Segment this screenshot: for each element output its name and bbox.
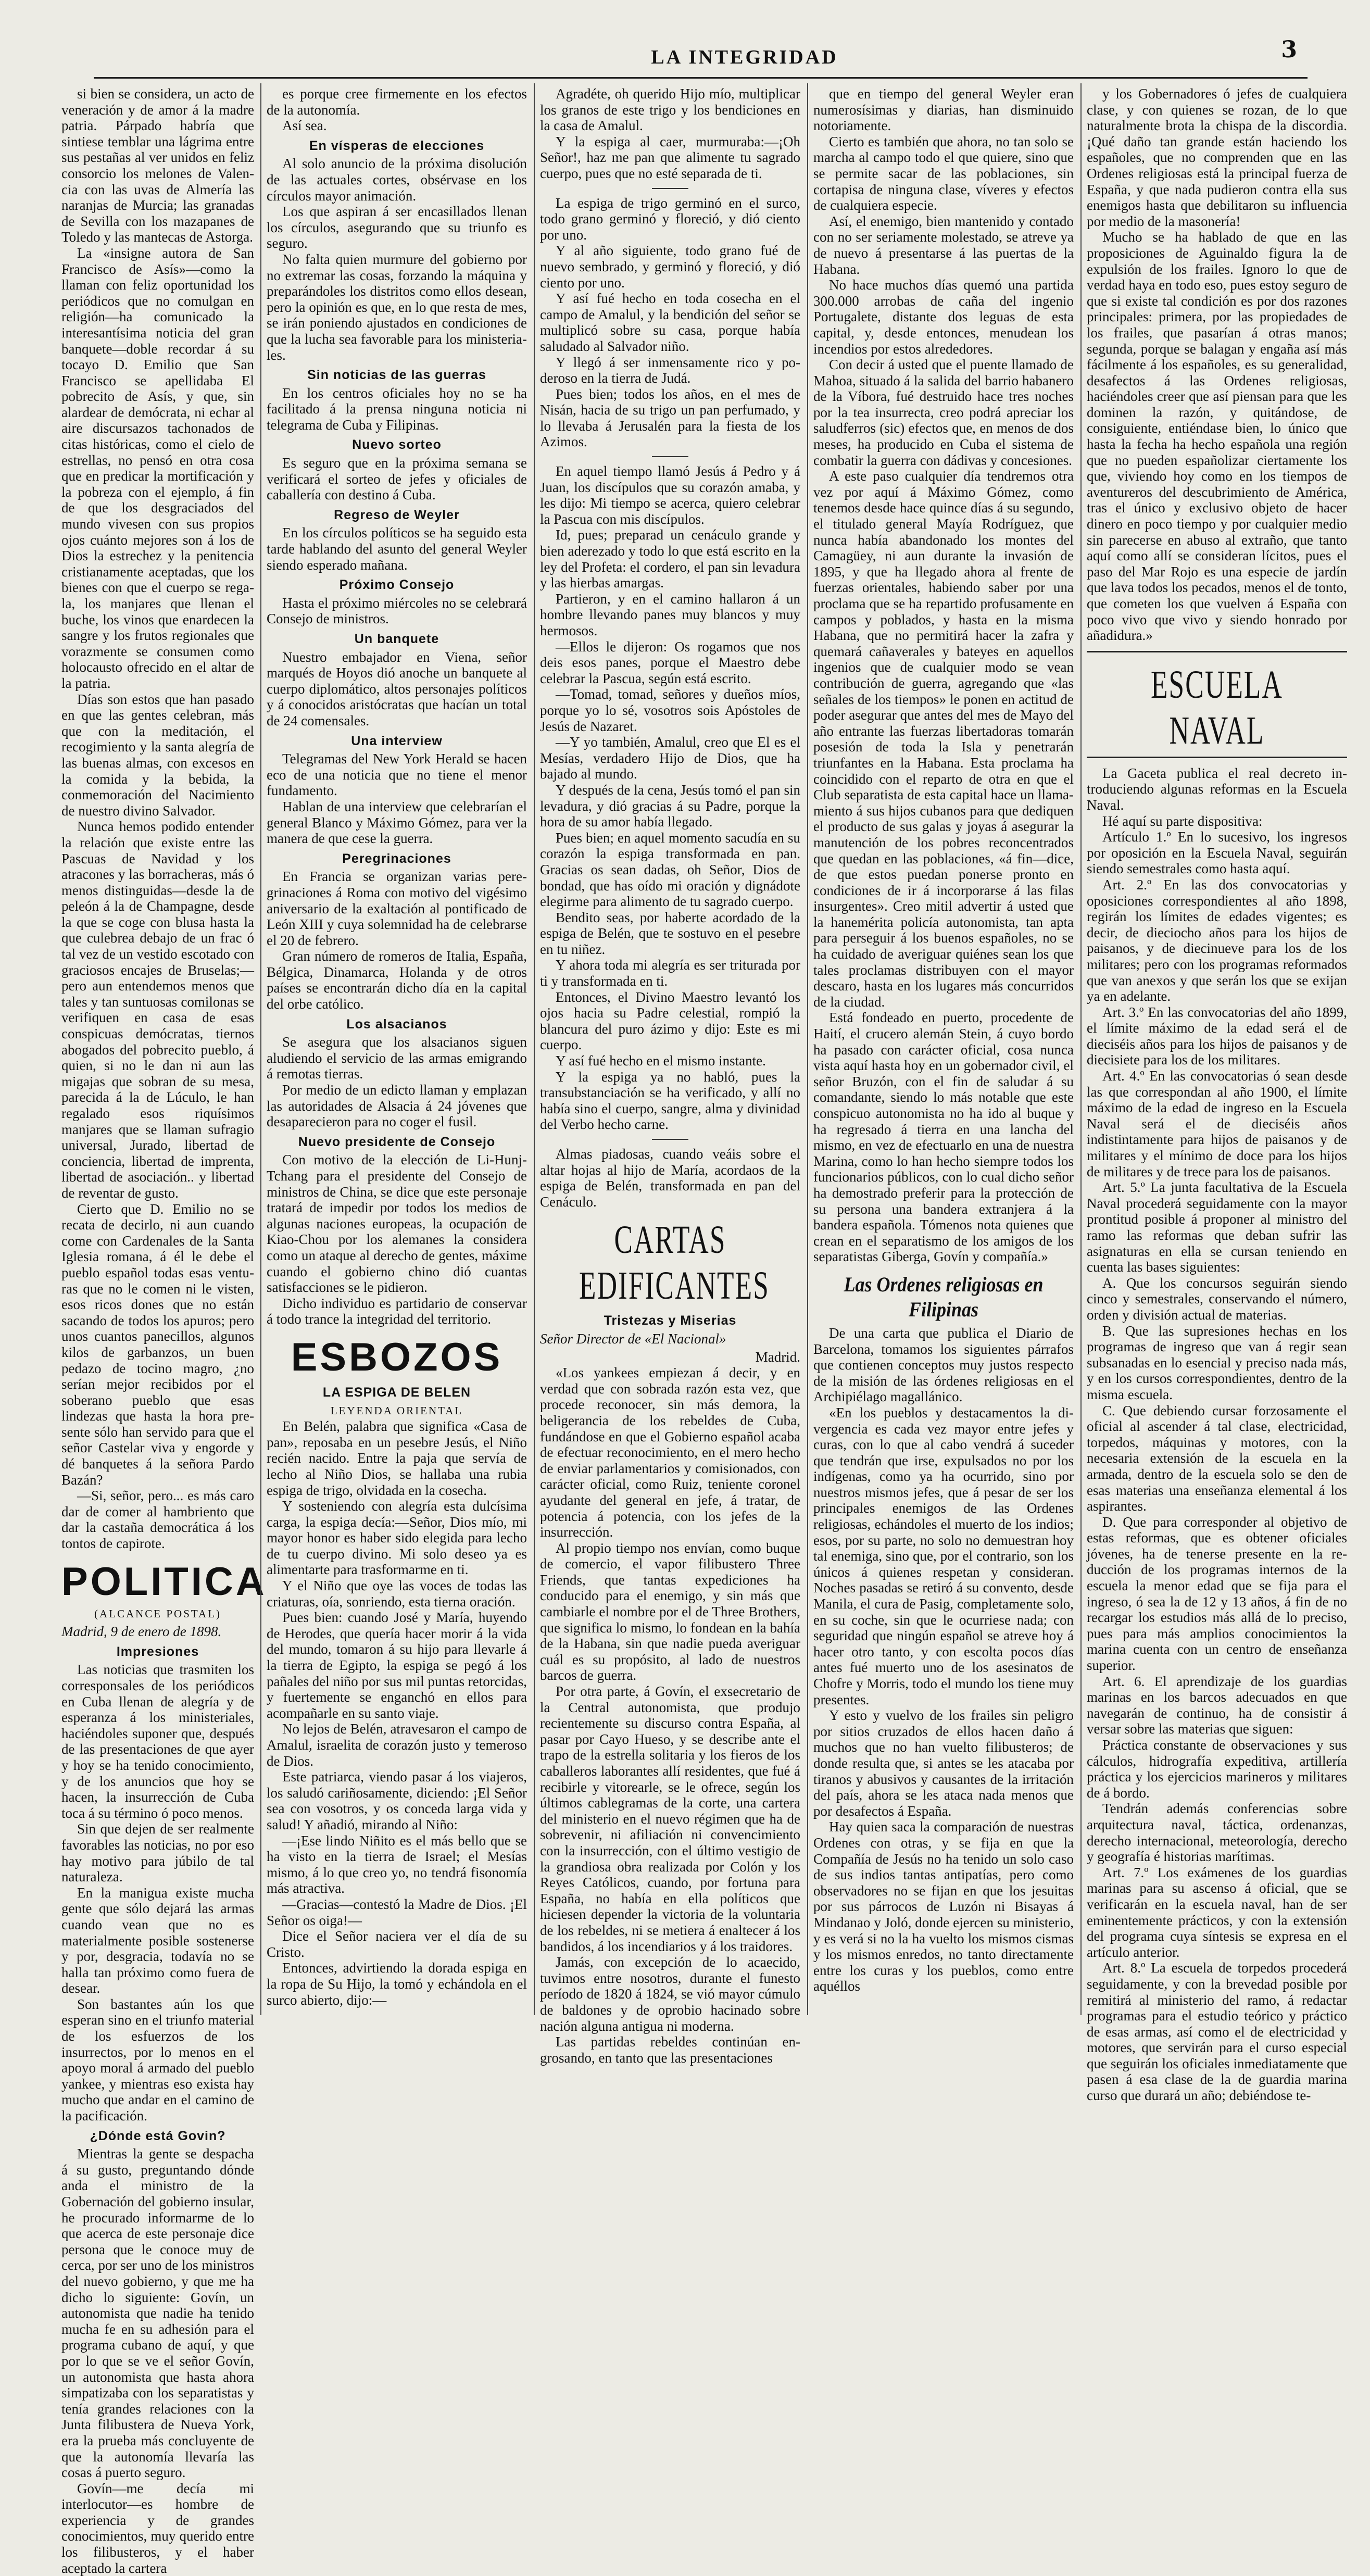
section-title: ESCUELA NAVAL [1150, 662, 1284, 752]
section-heading: Tristezas y Miserias [604, 1313, 737, 1328]
dateline: Madrid. [755, 1349, 800, 1365]
article-paragraph: Y la espiga ya no habló, pues la transubstanciación se ha verificado, y allí no había sino el cuerpo, sangre, alma y divinidad del Verbo hecho carne. [540, 1069, 800, 1133]
article-paragraph: Y así fué hecho en el mismo instante. [556, 1053, 766, 1069]
article-paragraph: Art. 6. El aprendizaje de los guardias marinas en los barcos adecuados en que navegarán de continuo, ha de consistir á versar sobre las materias que siguen: [1087, 1673, 1347, 1737]
section-heading: Nuevo sorteo [352, 437, 442, 453]
section-heading: Los alsacianos [346, 1016, 447, 1032]
section-heading: LA ESPIGA DE BELEN [322, 1385, 471, 1400]
article-paragraph: A este paso cualquier día tendremos otra vez por aquí á Máximo Gómez, como tenemos desde hace quince días á su segundo, el titulado general Mayía Rodríguez, que nunca había abandonado los montes del Camagüey, ni aun durante la invasión de 1895, y que ha llegado ahora al frente de fuerzas orientales, habiendo saber por una proclama que se ha repartido profusamente en campos y poblados, y hasta en la misma Habana, que no permitirá hacer la zafra y quemará cañaverales y bateyes en aquellos ingenios que de cualquier modo se vean contribución de guerra, agregando que «las señales de los tiempos» le ponen en actitud de poder asegurar que antes del mes de Mayo del año entrante las fuerzas libertadoras tomarán posesión de toda la Isla y penetrarán triunfantes en la Habana. Esta proclama ha coincidido con el reparto de otra en que el Club separatista de esta capital hace un llamamiento á sus hijos cubanos para que dediquen el producto de sus galas y joyas á asegurar la manutención de los pobres reconcentrados que quedan en las poblaciones, «á fin—dice, de que estos puedan ponerse pronto en condiciones de ir á incorporarse á las filas insurgentes». Creo mitil advertir á usted que la hanemérita policía autonomista, tan apta para perseguir á los buenos españoles, no se ha cuidado de averiguar quiénes sean los que tales proclamas distribuyen con el mayor descaro, hasta en los lugares más concurridos de la ciudad. [813, 468, 1074, 1010]
article-paragraph: Pues bien; en aquel momento sacudía en su corazón la espiga transformada en pan. Gracias os sean dadas, oh Señor, Dios de bondad, que has oído mi oración y dignádote elegirme para alimento de tu sagrado cuerpo. [540, 830, 800, 910]
article-paragraph: Pues bien; todos los años, en el mes de Nisán, hacia de su trigo un pan perfumado, y lo llevaba á Jerusalén para la fiesta de los Azimos. [540, 386, 800, 450]
dateline: Madrid, 9 de enero de 1898. [61, 1624, 222, 1640]
article-paragraph: Práctica constante de observaciones y sus cálculos, hidrografía expeditiva, artillería práctica y los ejercicios marineros y militares de á bordo. [1087, 1737, 1347, 1801]
article-paragraph: que en tiempo del general Weyler eran numerosísimas y diarias, han disminuido notoriamente. [813, 86, 1074, 134]
article-paragraph: No falta quien murmure del gobierno por no extremar las cosas, forzando la máquina y preparándoles los distritos como ellos desean, pero la opinión es que, en lo que resta de mes, se irán poniendo ajustados en condiciones de que la lucha sea favorable para los ministeriales. [267, 251, 527, 363]
article-paragraph: Así sea. [282, 118, 327, 134]
article-paragraph: Los que aspiran á ser encasillados llenan los círculos, asegurando que su triunfo es seguro. [267, 204, 527, 252]
separator-rule [652, 456, 688, 457]
masthead-rule [94, 77, 1308, 79]
article-paragraph: Al solo anuncio de la próxima disolución de las actuales cortes, obsérvase en los círculos mayor animación. [267, 156, 527, 204]
column-divider [260, 83, 261, 2015]
section-title: ESBOZOS [291, 1335, 503, 1379]
article-paragraph: Art. 8.º La escuela de torpedos procederá seguidamente, y con la brevedad posible por remitirá al ministerio del ramo, á redactar programas para el estudio teórico y práctico de esas armas, así como el de electricidad y motores, que servirán para el curso especial que seguirán los oficiales inmediatamente que pasen á esa clase de la de guardia marina curso que durará un año; debiéndose te- [1087, 1960, 1347, 2104]
article-paragraph: Art. 4.º En las convocatorias ó sean desde las que correspondan al año 1900, el límite máximo de la edad de ingreso en la Escuela Naval será el de dieciséis años indistintamente para hijos de paisanos y de militares y el mínimo de doce para los hijos de militares y de trece para los de paisanos. [1087, 1068, 1347, 1179]
article-paragraph: Art. 5.º La junta facultativa de la Escuela Naval procederá seguidamente con la mayor prontitud posible á proponer al ministro del ramo las reformas que deban sufrir las asignaturas en ella se cursan teniendo en cuenta las bases siguientes: [1087, 1179, 1347, 1275]
article-paragraph: Y sosteniendo con alegría esta dulcísima carga, la espiga decía:—Señor, Dios mío, mi mayor honor es haber sido elegida para lecho de tu cuerpo divino. Mi solo deseo ya es alimentarte para trasformarme en ti. [267, 1498, 527, 1578]
column-3 [540, 86, 800, 2066]
article-paragraph: Se asegura que los alsacianos siguen aludiendo el servicio de las armas emigrando á remotas tierras. [267, 1034, 527, 1082]
article-paragraph: No lejos de Belén, atravesaron el campo de Amalul, israelita de corazón justo y temeroso de Dios. [267, 1721, 527, 1769]
article-paragraph: No hace muchos días quemó una partida 300.000 arrobas de caña del ingenio Portugalete, distante dos leguas de esta capital, y, desde entonces, menudean los incendios por estos alrededores. [813, 277, 1074, 357]
article-paragraph: Dice el Señor naciera ver el día de su Cristo. [267, 1928, 527, 1960]
article-paragraph: En aquel tiempo llamó Jesús á Pedro y á Juan, los discípulos que su corazón amaba, y les dijo: Mi tiempo se acerca, quiero celebrar la Pascua con mis discípulos. [540, 463, 800, 527]
article-paragraph: A. Que los concursos seguirán siendo cinco y semestrales, conservando el número, orden y división actual de materias. [1087, 1275, 1347, 1323]
article-paragraph: Nunca hemos podido entender la relación que existe entre las Pascuas de Navidad y los atracones y las borracheras, más ó menos distinguidas—desde la de peleón á la de Champagne, desde la que se coge con blusa hasta la que culebrea debajo de un frac ó tal vez de un vestido escotado con graciosos encajes de Bruselas;—pero aun entendemos menos que tales y tan suntuosas comilonas se verifiquen en casa de esas conspicuas demócratas, tiernos abogados del pobrecito pueblo, á quien, si no le dan ni aun las migajas que sobran de su mesa, parecida á la de Lúculo, le han regalado esos riquísimos manjares que se llaman sufragio universal, Jurado, libertad de conciencia, libertad de imprenta, libertad de asociación.. y libertad de reventar de gusto. [61, 819, 254, 1201]
article-paragraph: Sin que dejen de ser realmente favorables las noticias, no por eso hay motivo para júbilo de tal naturaleza. [61, 1821, 254, 1885]
article-paragraph: Gran número de romeros de Italia, España, Bélgica, Dinamarca, Holanda y de otros países se encontrarán dicho día en la capital del orbe católico. [267, 948, 527, 1012]
section-heading: Impresiones [116, 1644, 199, 1659]
column-divider [1080, 83, 1082, 2015]
article-paragraph: Está fondeado en puerto, procedente de Haití, el crucero alemán Stein, á cuyo bordo ha pasado con carácter oficial, cosa nunca vista aquí hasta hoy en un gobernador civil, el señor Bruzón, con el fin de saludar á su comandante, siendo lo más notable que este conspicuo autonomista no ha ido al buque y ha regresado á tierra en una lancha del mismo, en vez de efectuarlo en una de nuestra Marina, como lo han hecho siempre todos los funcionarios públicos, con lo cual dicho señor ha demostrado preferir para la protección de su persona una bandera extranjera á la bandera española. Tómenos nota quienes que crean en el separatismo de los amigos de los separatistas Giberga, Govín y compañía.» [813, 1010, 1074, 1265]
column-1 [61, 86, 267, 2576]
article-paragraph: Cierto es también que ahora, no tan solo se marcha al campo todo el que quiere, sino que se permite sacar de las poblaciones, sin cortapisa de ninguna clase, víveres y efectos de cualquiera especie. [813, 133, 1074, 213]
separator-rule [652, 188, 688, 189]
article-paragraph: Nuestro embajador en Viena, señor marqués de Hoyos dió anoche un banquete al cuerpo diplomático, altos personajes políticos y á conocidos aristócratas que hacían un total de 24 comensales. [267, 649, 527, 728]
article-paragraph: Govín—me decía mi interlocutor—es hombre de experiencia y de grandes conocimientos, muy querido entre los filibusteros, y el haber aceptado la cartera [61, 2480, 254, 2576]
article-paragraph: Al propio tiempo nos envían, como buque de comercio, el vapor filibustero Three Friends, que tantas expediciones ha conducido para el enemigo, y sin más que cambiarle el nombre por el de Three Brothers, que significa lo mismo, lo fondean en la bahía de la Habana, sin que nadie pueda averiguar cuál es su propósito, al lado de nuestros barcos de guerra. [540, 1540, 800, 1683]
column-5 [1087, 86, 1347, 2104]
article-paragraph: Y esto y vuelvo de los frailes sin peligro por sitios cruzados de ellos hacen daño á muchos que no han vuelto filibusteros; de donde resulta que, si antes se les atacaba por tiranos y abusivos y causantes de la irritación del país, ahora se les ataca nada menos que por desafectos á España. [813, 1707, 1074, 1819]
article-paragraph: En Francia se organizan varias peregrinaciones á Roma con motivo del vigésimo aniversario de la exaltación al pontificado de León XIII y cuya solemnidad ha de celebrarse el 20 de febrero. [267, 869, 527, 948]
section-heading: Una interview [351, 733, 443, 748]
article-paragraph: Entonces, el Divino Maestro levantó los ojos hacia su Padre celestial, rompió la blancura del puro ázimo y dijo: Este es mi cuerpo. [540, 989, 800, 1053]
article-headline: Las Ordenes religiosas en Filipinas [844, 1272, 1044, 1321]
article-paragraph: Id, pues; preparad un cenáculo grande y bien aderezado y todo lo que está escrito en la ley del Profeta: el cordero, el pan sin levadura y las hierbas amargas. [540, 527, 800, 591]
article-paragraph: En la manigua existe mucha gente que sólo dejará las armas cuando vean que no es materialmente posible sostenerse y por, desgracia, todavía no se halla tan próximo como fuera de desear. [61, 1884, 254, 1996]
column-divider [807, 83, 808, 2015]
article-paragraph: Hablan de una interview que celebrarían el general Blanco y Máximo Gómez, para ver la manera de que cese la guerra. [267, 798, 527, 847]
section-heading: ¿Dónde está Govin? [90, 2128, 226, 2143]
article-paragraph: Las partidas rebeldes continúan engrosando, en tanto que las presentaciones [540, 2034, 800, 2066]
article-paragraph: Son bastantes aún los que esperan sino en el triunfo material de los esfuerzos de los insurrectos, por lo menos en el apoyo moral á armado del pueblo yankee, y mientras eso exista hay mucho que andar en el camino de la pacificación. [61, 1996, 254, 2124]
section-subtitle: LEYENDA ORIENTAL [330, 1404, 463, 1417]
article-paragraph: «En los pueblos y destacamentos la divergencia es cada vez mayor entre jefes y curas, con lo que al cabo vendrá á suceder que tendrán que irse, expulsados no por los indígenas, como ya ha ocurrido, sino por nuestros mismos jefes, que á pesar de ser los principales enemigos de las Ordenes religiosas, echándoles el muerto de los indios; esos, por su parte, no solo no demuestran hoy tal enemiga, sino que, por el contrario, son los únicos á quienes respetan y consideran. Noches pasadas se retiró á su convento, desde Manila, el cura de Pasig, completamente solo, en su coche, sin que le ocurriese nada; con seguridad que ningún español se atreve hoy á hacer otro tanto, y con escolta pocos días antes fué muerto uno de los asesinatos de Chofre y Morris, todo el mundo los tiene muy presentes. [813, 1404, 1074, 1707]
article-paragraph: —Y yo también, Amalul, creo que El es el Mesías, verdadero Hijo de Dios, que ha bajado al mundo. [540, 734, 800, 782]
article-paragraph: Y llegó á ser inmensamente rico y poderoso en la tierra de Judá. [540, 354, 800, 386]
article-paragraph: Partieron, y en el camino hallaron á un hombre llevando panes muy blancos y muy hermosos. [540, 590, 800, 638]
article-paragraph: La espiga de trigo germinó en el surco, todo grano germinó y floreció, y dió ciento por uno. [540, 195, 800, 243]
article-paragraph: Y ahora toda mi alegría es ser triturada por ti y transformada en ti. [540, 957, 800, 989]
masthead [0, 0, 1370, 78]
article-paragraph: Agradéte, oh querido Hijo mío, multiplicar los granos de este trigo y los bendiciones en la casa de Amalul. [540, 86, 800, 134]
article-paragraph: Días son estos que han pasado en que las gentes celebran, más que con la meditación, el recogimiento y la santa alegría de las buenas almas, con excesos en la comida y la bebida, la conmemoración del Nacimiento de nuestro divino Salvador. [61, 691, 254, 819]
section-subtitle: (ALCANCE POSTAL) [94, 1607, 222, 1620]
section-heading: Peregrinaciones [342, 851, 451, 866]
page-number: 3 [1281, 36, 1297, 63]
article-paragraph: Las noticias que trasmiten los corresponsales de los periódicos en Cuba llenan de alegría y de esperanza á los ministeriales, haciéndoles suponer que, después de las presentaciones de que ayer y hoy se ha tenido conocimiento, y de los anuncios que hoy se hacen, la insurrección de Cuba toca á su término ó poco menos. [61, 1662, 254, 1821]
article-paragraph: Bendito seas, por haberte acordado de la espiga de Belén, que te sostuvo en el pesebre en tu niñez. [540, 909, 800, 957]
article-paragraph: B. Que las supresiones hechas en los programas de ingreso que van á regir sean subsanadas en lo esencial y preciso nada más, y en los cursos correspondientes, dentro de la misma escuela. [1087, 1323, 1347, 1402]
article-paragraph: Así, el enemigo, bien mantenido y contado con no ser seriamente molestado, se atreve ya de nuevo á presentarse á las puertas de la Habana. [813, 213, 1074, 277]
article-paragraph: Artículo 1.º En lo sucesivo, los ingresos por oposición en la Escuela Naval, seguirán siendo semestrales como hasta aquí. [1087, 829, 1347, 877]
article-paragraph: Cierto que D. Emilio no se recata de decirlo, ni aun cuando come con Cardenales de la Santa Iglesia romana, á él le debe el pueblo español todas esas venturas que no le comen ni le visten, esos ricos dones que no están sacando de todos los apuros; pero unos cuantos panecillos, algunos kilos de garbanzos, un buen pedazo de tocino magro, ¿no serían mejor recibidos por el soberano pueblo que esas lindezas que hasta la hora presente sólo han servido para que el señor Castelar viva y engorde y dé banquetes á la señora Pardo Bazán? [61, 1201, 254, 1488]
article-paragraph: Y así fué hecho en toda cosecha en el campo de Amalul, y la bendición del señor se multiplicó sobre su casa, porque había saludado al Salvador niño. [540, 291, 800, 354]
article-paragraph: Art. 2.º En las dos convocatorias y oposiciones correspondientes al año 1898, regirán los límites de edades vigentes; es decir, de dieciocho años para los hijos de paisanos, y de diecinueve para los de los militares; pero con los programas reformados que van anexos y que serán los que se exijan ya en adelante. [1087, 876, 1347, 1004]
article-paragraph: Mientras la gente se despacha á su gusto, preguntando dónde anda el ministro de la Gobernación del gobierno insular, he procurado informarme de lo que acerca de este personaje dice persona que le conoce muy de cerca, por ser uno de los ministros del nuevo gobierno, y que me ha dicho lo siguiente: Govín, un autonomista que nadie ha tenido mucha fe en su adhesión para el programa cubano de aquí, y que por lo que se ve el señor Govín, un autonomista que hasta ahora simpatizaba con los separatistas y tenía grandes relaciones con la Junta filibustera de Nueva York, era la prueba más concluyente de que la autonomía llevaría las cosas á puerto seguro. [61, 2146, 254, 2481]
article-paragraph: De una carta que publica el Diario de Barcelona, tomamos los siguientes párrafos que contienen conceptos muy justos respecto de la misión de las órdenes religiosas en el Archipiélago magallánico. [813, 1325, 1074, 1405]
separator-rule [652, 1139, 688, 1140]
article-paragraph: Con motivo de la elección de Li-HunjTchang para el presidente del Consejo de ministros de China, se dice que este personaje tratará de impedir por todos los medios de algunas naciones europeas, la ocupación de Kiao-Chou por los alemanes la considera como un ataque al derecho de gentes, máxime cuando el gobierno chino dió cuantas satisfacciones se le pidieron. [267, 1152, 527, 1296]
article-paragraph: Por otra parte, á Govín, el exsecretario de la Central autonomista, que produjo recientemente su discurso contra España, al pasar por Cayo Hueso, y se describe ante el trapo de la estrella solitaria y los fieros de los caballeros laborantes allí residentes, que fué á recibirle y vitorearle, se le ofrece, según los últimos cablegramas de la corte, una cartera del ministerio en el nuevo régimen que ha de sobrevenir, ni afiliación ni convencimiento con la insurrección, con el último vestigio de la grandiosa obra realizada por Colón y los Reyes Católicos, cuando, por fortuna para España, no había en ella políticos que hiciesen depender la victoria de la voluntaria de los rebeldes, ni se metiera á enaltecer á los bandidos, á los incendiarios y á los traidores. [540, 1683, 800, 1954]
article-paragraph: La Gaceta publica el real decreto introduciendo algunas reformas en la Escuela Naval. [1087, 765, 1347, 813]
article-paragraph: En los centros oficiales hoy no se ha facilitado á la prensa ninguna noticia ni telegrama de Cuba y Filipinas. [267, 385, 527, 433]
article-paragraph: —Gracias—contestó la Madre de Dios. ¡El Señor os oiga!— [267, 1896, 527, 1928]
section-title: POLITICA [61, 1559, 267, 1604]
article-paragraph: Y el Niño que oye las voces de todas las criaturas, oía, sonriendo, esta tierna oración. [267, 1578, 527, 1610]
article-paragraph: —Ellos le dijeron: Os rogamos que nos deis esos panes, porque el Maestro debe celebrar la Pascua, según está escrito. [540, 638, 800, 686]
article-paragraph: y los Gobernadores ó jefes de cualquiera clase, y con quienes se rozan, de lo que naturalmente brota la chispa de la discordia. ¡Qué daño tan grande están haciendo los españoles, que no comprenden que en las Ordenes religiosas está la principal fuerza de España, y que nada pudieron contra ella sus enemigos hasta que debilitaron su influencia por medio de la masonería! [1087, 86, 1347, 229]
section-heading: En vísperas de elecciones [309, 138, 485, 153]
section-heading: Sin noticias de las guerras [307, 368, 486, 383]
article-paragraph: D. Que para corresponder al objetivo de estas reformas, que es obtener oficiales jóvenes, ha de tenerse presente en la reducción de los programas internos de la escuela la menor edad que se fija para el ingreso, ó sea la de 12 y 13 años, á fin de no recargar los estudios más allá de lo preciso, pues para más amplios conocimientos la marina cuenta con un centro de enseñanza superior. [1087, 1514, 1347, 1674]
article-paragraph: Telegramas del New York Herald se hacen eco de una noticia que no tiene el menor fundamento. [267, 751, 527, 799]
article-paragraph: Hay quien saca la comparación de nuestras Ordenes con otras, y se fija en que la Compañía de Jesús no ha tenido un solo caso de sus indios tantas antipatías, pero como observadores no se fijan en que los jesuitas por sus párrocos de Luzón ni Bisayas á Mindanao y Joló, donde ejercen su ministerio, y es verá si no la ha vuelto los mismos cismas y los mismos enredos, no tanto directamente entre los curas y los pueblos, como entre aquéllos [813, 1819, 1074, 1994]
article-paragraph: En los círculos políticos se ha seguido esta tarde hablando del asunto del general Weyler siendo esperado mañana. [267, 525, 527, 573]
article-paragraph: Hasta el próximo miércoles no se celebrará Consejo de ministros. [267, 595, 527, 627]
section-title-box [1087, 651, 1347, 758]
section-heading: Un banquete [354, 632, 439, 646]
article-paragraph: Dicho individuo es partidario de conservar á todo trance la integridad del territorio. [267, 1295, 527, 1327]
article-paragraph: Tendrán además conferencias sobre arquitectura naval, táctica, ordenanzas, derecho internacional, meteorología, derecho y geografía é historias marítimas. [1087, 1801, 1347, 1865]
article-paragraph: Y al año siguiente, todo grano fué de nuevo sembrado, y germinó y floreció, y dió ciento por uno. [540, 243, 800, 291]
article-paragraph: Este patriarca, viendo pasar á los viajeros, los saludó cariñosamente, diciendo: ¡El Señor sea con vosotros, y os conceda larga vida y salud! Y añadió, mirando al Niño: [267, 1769, 527, 1832]
article-paragraph: Mucho se ha hablado de que en las proposiciones de Aguinaldo figura la de expulsión de los frailes. Ignoro lo que de verdad haya en todo eso, pues estoy seguro de que si existe tal condición es por dos razones principales: primera, por las propiedades de los frailes, que pasarían á otras manos; segunda, porque se balagan y engaña así más fácilmente á los españoles, es su generalidad, desafectos á las Ordenes religiosas, haciéndoles creer que así piensan para que les dominen la razón, y quitándose, de consiguiente, entiéndase bien, lo único que hasta la fecha ha hecho española una región que no pueden españolizar ciertamente los que, viviendo hoy como en los tiempos de aventureros del descubrimiento de América, tras el único y exclusivo objeto de hacer dinero en poco tiempo y por cualquier medio sin parecerse en abuso al extraño, que tanto aquí como allí se consideran lícitos, pues el paso del Mar Rojo es una especie de jardín que lava todos los pecados, menos el de tonto, que cometen los que vuelven á España con poco vivo que vivo y siendo honrado por añadidura.» [1087, 229, 1347, 644]
article-paragraph: Hé aquí su parte dispositiva: [1102, 813, 1263, 829]
article-paragraph: Y después de la cena, Jesús tomó el pan sin levadura, y dió gracias á su Padre, porque la hora de su amor había llegado. [540, 782, 800, 830]
article-paragraph: es porque cree firmemente en los efectos de la autonomía. [267, 86, 527, 118]
column-divider [534, 83, 535, 2015]
article-paragraph: Almas piadosas, cuando veáis sobre el altar hojas al hijo de María, acordaos de la espiga de Belén, transformada en pan del Cenáculo. [540, 1146, 800, 1210]
article-paragraph: Jamás, con excepción de lo acaecido, tuvimos entre nosotros, durante el funesto período de 1820 á 1824, se vió mayor cúmulo de baldones y de oprobio hacinado sobre nación alguna antigua ni moderna. [540, 1954, 800, 2034]
article-paragraph: En Belén, palabra que significa «Casa de pan», reposaba en un pesebre Jesús, el Niño recién nacido. Entre la paja que servía de lecho al Niño Dios, se hallaba una rubia espiga de trigo, olvidada en la cosecha. [267, 1418, 527, 1498]
article-paragraph: Entonces, advirtiendo la dorada espiga en la ropa de Su Hijo, la tomó y echándola en el surco abierto, dijo:— [267, 1960, 527, 2008]
section-heading: Nuevo presidente de Consejo [298, 1134, 496, 1149]
article-paragraph: La «insigne autora de San Francisco de Asís»—como la llaman con feliz oportunidad los periódicos que no comulgan en religión—ha comunicado la interesantísima noticia del gran banquete—doble recordar á su tocayo D. Emilio que San Francisco se apellidaba El pobrecito de Asís, y que, sin alardear de demócrata, ni echar al aire discursazos tachonados de citas históricas, como el cielo de estrellas, no pensó en otra cosa que en predicar la mortificación y la pobreza con el ejemplo, á fin de que los desgraciados del mundo vivesen con sus propios ojos cuánto mejores son á los de Dios la estrechez y la penitencia cristianamente aceptadas, que los bienes con que el cuerpo se regala, los manjares que llenan el buche, los vinos que enardecen la sangre y los frutos regionales que vorazmente se consumen como holocausto ofrecido en el altar de la patria. [61, 245, 254, 691]
article-paragraph: C. Que debiendo cursar forzosamente el oficial al ascender á tal clase, electricidad, torpedos, máquinas y motores, con la necesaria extensión de la escuela en la armada, dentro de la escuela solo se den de esas materias una enseñanza elemental á los aspirantes. [1087, 1402, 1347, 1514]
newspaper-title: LA INTEGRIDAD [651, 46, 838, 68]
article-paragraph: Y la espiga al caer, murmuraba:—¡Oh Señor!, haz me pan que alimente tu sagrado cuerpo, pues que no esté separada de ti. [540, 133, 800, 181]
article-paragraph: Con decir á usted que el puente llamado de Mahoa, situado á la salida del barrio habanero de la Víbora, fué destruido hace tres noches por la tea insurrecta, creo podrá apreciar los saludferros (sic) efectos que, en menos de dos meses, ha producido en Cuba el sistema de combatir la guerra con dádivas y concesiones. [813, 357, 1074, 468]
article-paragraph: —Si, señor, pero... es más caro dar de comer al hambriento que dar la castaña democrática á los tontos de capirote. [61, 1488, 254, 1552]
column-4 [813, 86, 1074, 2018]
article-paragraph: —Tomad, tomad, señores y dueños míos, porque yo lo sé, vosotros sois Apóstoles de Jesús de Nazaret. [540, 686, 800, 734]
article-paragraph: Es seguro que en la próxima semana se verificará el sorteo de jefes y oficiales de caballería con destino á Cuba. [267, 455, 527, 503]
article-paragraph: «Los yankees empiezan á decir, y en verdad que con sobrada razón esta vez, que procede reconocer, sin más demora, la beligerancia de los rebeldes de Cuba, fundándose en que el Gobierno español acaba de efectuar reconocimiento, en el mero hecho de enviar parlamentarios y comisionados, con carácter oficial, como Ruiz, teniente coronel ayudante del general en jefe, á tratar, de potencia á potencia, con los jefes de la insurrección. [540, 1365, 800, 1540]
article-paragraph: si bien se considera, un acto de veneración y de amor á la madre patria. Párpado habría que sintiese temblar una lágrima entre sus pestañas al ver unidos en feliz consorcio los melones de Valencia con las uvas de Almería las naranjas de Murcia; las granadas de Sevilla con los mazapanes de Toledo y las mantecas de Astorga. [61, 86, 254, 245]
article-paragraph: —¡Ese lindo Niñito es el más bello que se ha visto en la tierra de Israel; el Mesías mismo, á lo que creo yo, no tendrá fisonomía más atractiva. [267, 1832, 527, 1896]
section-heading: Próximo Consejo [339, 577, 455, 593]
article-paragraph: Art. 7.º Los exámenes de los guardias marinas para su ascenso á oficial, que se verificarán en la escuela naval, han de ser eminentemente prácticos, y con la extensión del programa cuya síntesis se expresa en el artículo anterior. [1087, 1864, 1347, 1960]
article-paragraph: Pues bien: cuando José y María, huyendo de Herodes, que quería hacer morir á la vida del mundo, tomaron á su hijo para llevarle á la tierra de Egipto, la espiga se pegó á los pañales del niño por sus mil puntas retorcidas, y fuertemente se enganchó en ellos para acompañarle en su santo viaje. [267, 1610, 527, 1721]
section-heading: Regreso de Weyler [334, 507, 460, 522]
article-paragraph: Por medio de un edicto llaman y emplazan las autoridades de Alsacia á 24 jóvenes que desaparecieron para no coger el fusil. [267, 1082, 527, 1130]
dateline: Señor Director de «El Nacional» [540, 1330, 726, 1347]
section-title: CARTAS EDIFICANTES [579, 1218, 770, 1308]
column-2 [267, 86, 527, 2018]
article-paragraph: Art. 3.º En las convocatorias del año 1899, el límite máximo de la edad será el de dieciséis años para los hijos de paisanos y de diecisiete para los de los militares. [1087, 1004, 1347, 1068]
